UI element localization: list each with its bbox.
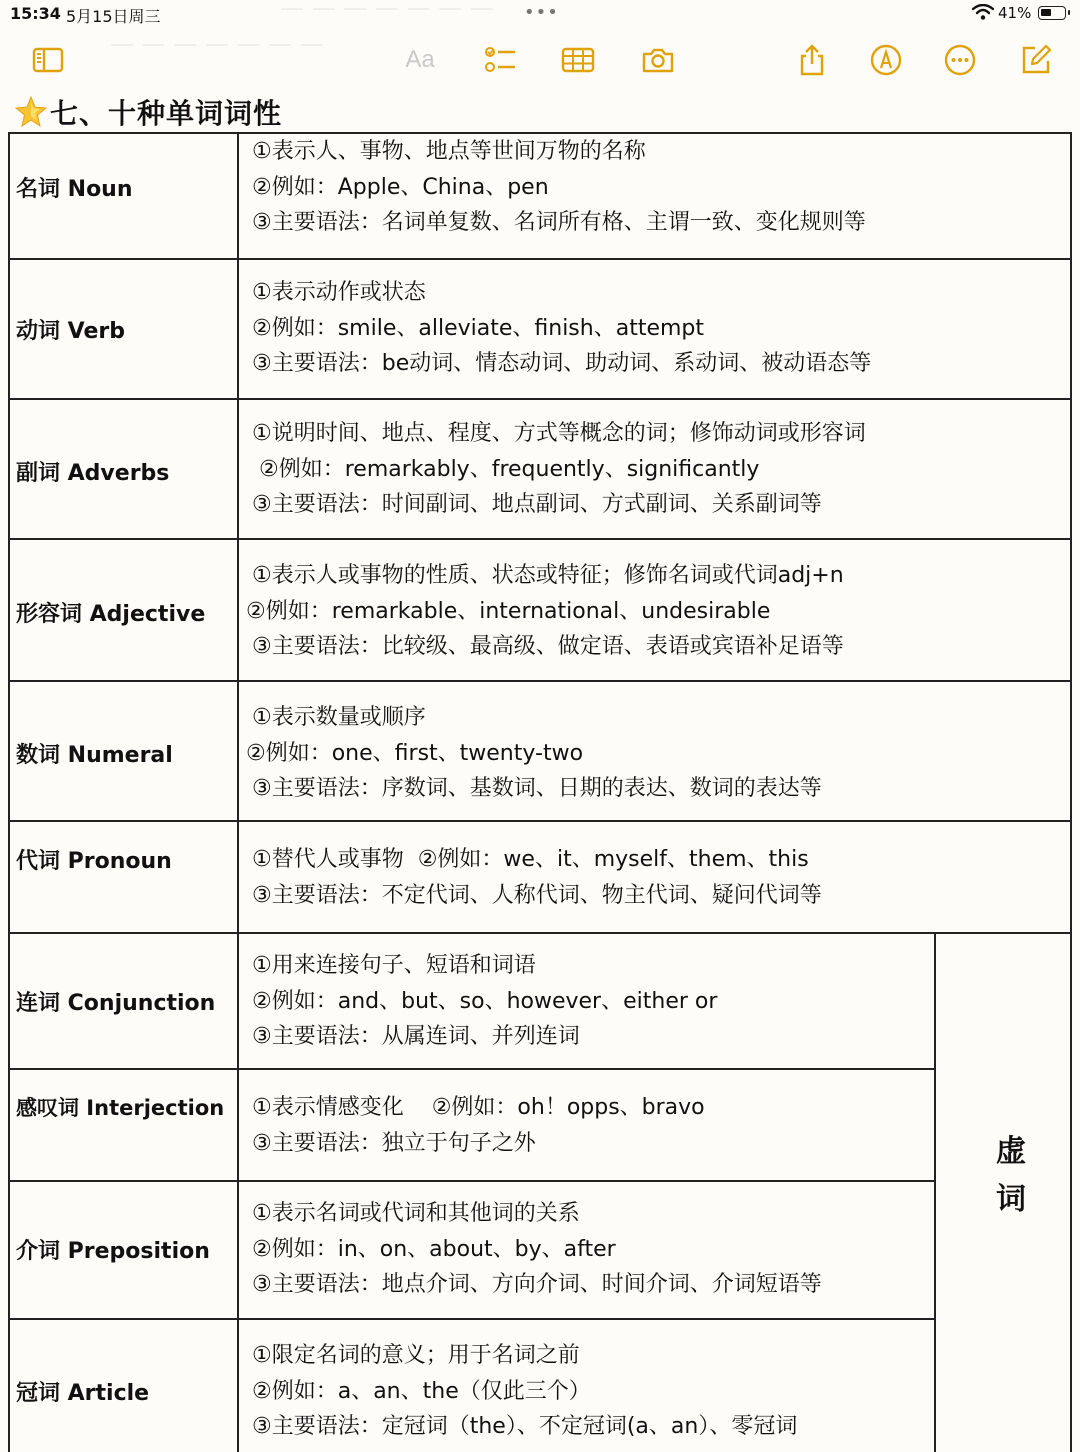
table-icon[interactable] bbox=[558, 40, 598, 80]
checklist-icon[interactable] bbox=[480, 40, 520, 80]
row-desc-verb bbox=[252, 275, 871, 382]
background-handwriting: — — — — — — — bbox=[280, 0, 494, 22]
row-desc-adverbs bbox=[252, 416, 866, 523]
desc-line: ①表示动作或状态 bbox=[252, 280, 426, 305]
desc-line: ②例如：and、but、so、however、either or bbox=[252, 988, 718, 1014]
row-label-numeral: 数词 Numeral bbox=[16, 743, 173, 768]
desc-line: ③主要语法：地点介词、方向介词、时间介词、介词短语等 bbox=[252, 1272, 822, 1297]
row-desc-interjection bbox=[252, 1090, 705, 1161]
desc-line: ①用来连接句子、短语和词语 bbox=[252, 953, 536, 978]
camera-icon[interactable] bbox=[638, 40, 678, 80]
desc-line: ②例如：one、first、twenty-two bbox=[246, 740, 584, 766]
row-label-verb: 动词 Verb bbox=[16, 319, 126, 344]
markup-icon[interactable] bbox=[866, 40, 906, 80]
more-icon[interactable] bbox=[940, 40, 980, 80]
desc-line: ①说明时间、地点、程度、方式等概念的词；修饰动词或形容词 bbox=[252, 421, 866, 446]
row-label-article: 冠词 Article bbox=[16, 1381, 150, 1406]
row-desc-numeral bbox=[246, 700, 822, 807]
row-desc-preposition bbox=[252, 1196, 822, 1303]
background-handwriting: — — — — — — — bbox=[110, 30, 324, 58]
row-desc-adjective bbox=[246, 558, 844, 665]
desc-line: ③主要语法：从属连词、并列连词 bbox=[252, 1024, 580, 1049]
desc-line: ③主要语法：不定代词、人称代词、物主代词、疑问代词等 bbox=[252, 882, 822, 908]
desc-line: ②例如：Apple、China、pen bbox=[252, 174, 549, 200]
row-desc-article bbox=[252, 1338, 797, 1445]
row-label-pronoun: 代词 Pronoun bbox=[16, 849, 172, 874]
desc-line: ②例如：remarkably、frequently、significantly bbox=[252, 456, 760, 482]
desc-line: ①表示数量或顺序 bbox=[252, 705, 426, 730]
desc-line: ①表示名词或代词和其他词的关系 bbox=[252, 1201, 580, 1226]
wifi-icon bbox=[972, 4, 994, 20]
desc-line: ③主要语法：be动词、情态动词、助动词、系动词、被动语态等 bbox=[252, 351, 872, 376]
desc-line: ③主要语法：时间副词、地点副词、方式副词、关系副词等 bbox=[252, 492, 822, 517]
desc-line: ①表示人、事物、地点等世间万物的名称 bbox=[252, 139, 646, 164]
desc-line: ③主要语法：名词单复数、名词所有格、主谓一致、变化规则等 bbox=[252, 210, 866, 235]
share-icon[interactable] bbox=[792, 40, 832, 80]
status-bar bbox=[0, 0, 1080, 28]
desc-line: ①限定名词的意义；用于名词之前 bbox=[252, 1343, 580, 1368]
star-emoji-icon bbox=[14, 95, 48, 129]
desc-line: ②例如：in、on、about、by、after bbox=[252, 1236, 616, 1262]
multitask-indicator[interactable]: ••• bbox=[524, 2, 559, 23]
sidebar-icon[interactable] bbox=[28, 40, 68, 80]
note-heading bbox=[14, 92, 282, 132]
desc-line: ②例如：a、an、the（仅此三个） bbox=[252, 1378, 591, 1404]
note-title: 七、十种单词词性 bbox=[50, 97, 283, 130]
desc-line: ②例如：smile、alleviate、finish、attempt bbox=[252, 315, 704, 341]
word-class-table bbox=[8, 132, 1072, 1452]
virtual-words-label: 虚 词 bbox=[996, 1134, 1026, 1217]
notes-toolbar bbox=[0, 40, 1080, 84]
text-format-button[interactable]: Aa bbox=[405, 46, 435, 73]
battery-icon bbox=[1038, 6, 1066, 20]
desc-line: ①表示人或事物的性质、状态或特征；修饰名词或代词adj+n bbox=[252, 563, 844, 588]
desc-line: ②例如：remarkable、international、undesirable bbox=[246, 598, 771, 624]
compose-icon[interactable] bbox=[1016, 40, 1056, 80]
row-desc-conjunction bbox=[252, 948, 717, 1055]
desc-line: ③主要语法：定冠词（the）、不定冠词(a、an）、零冠词 bbox=[252, 1414, 798, 1439]
desc-line: ①替代人或事物 ②例如：we、it、myself、them、this bbox=[252, 847, 809, 872]
row-label-preposition: 介词 Preposition bbox=[16, 1239, 210, 1264]
battery-percent: 41% bbox=[998, 4, 1032, 22]
desc-line: ③主要语法：独立于句子之外 bbox=[252, 1130, 536, 1156]
desc-line: ③主要语法：比较级、最高级、做定语、表语或宾语补足语等 bbox=[252, 634, 844, 659]
desc-line: ①表示情感变化 ②例如：oh！opps、bravo bbox=[252, 1095, 705, 1120]
row-label-noun: 名词 Noun bbox=[16, 177, 133, 202]
row-label-interjection: 感叹词 Interjection bbox=[16, 1096, 225, 1120]
row-label-conjunction: 连词 Conjunction bbox=[16, 991, 216, 1016]
row-desc-pronoun bbox=[252, 842, 822, 913]
row-label-adverbs: 副词 Adverbs bbox=[16, 461, 170, 486]
status-time: 15:34 bbox=[10, 4, 61, 23]
row-desc-noun bbox=[252, 134, 866, 241]
desc-line: ③主要语法：序数词、基数词、日期的表达、数词的表达等 bbox=[252, 776, 822, 801]
status-date: 5月15日周三 bbox=[66, 7, 161, 26]
row-label-adjective: 形容词 Adjective bbox=[16, 602, 206, 627]
